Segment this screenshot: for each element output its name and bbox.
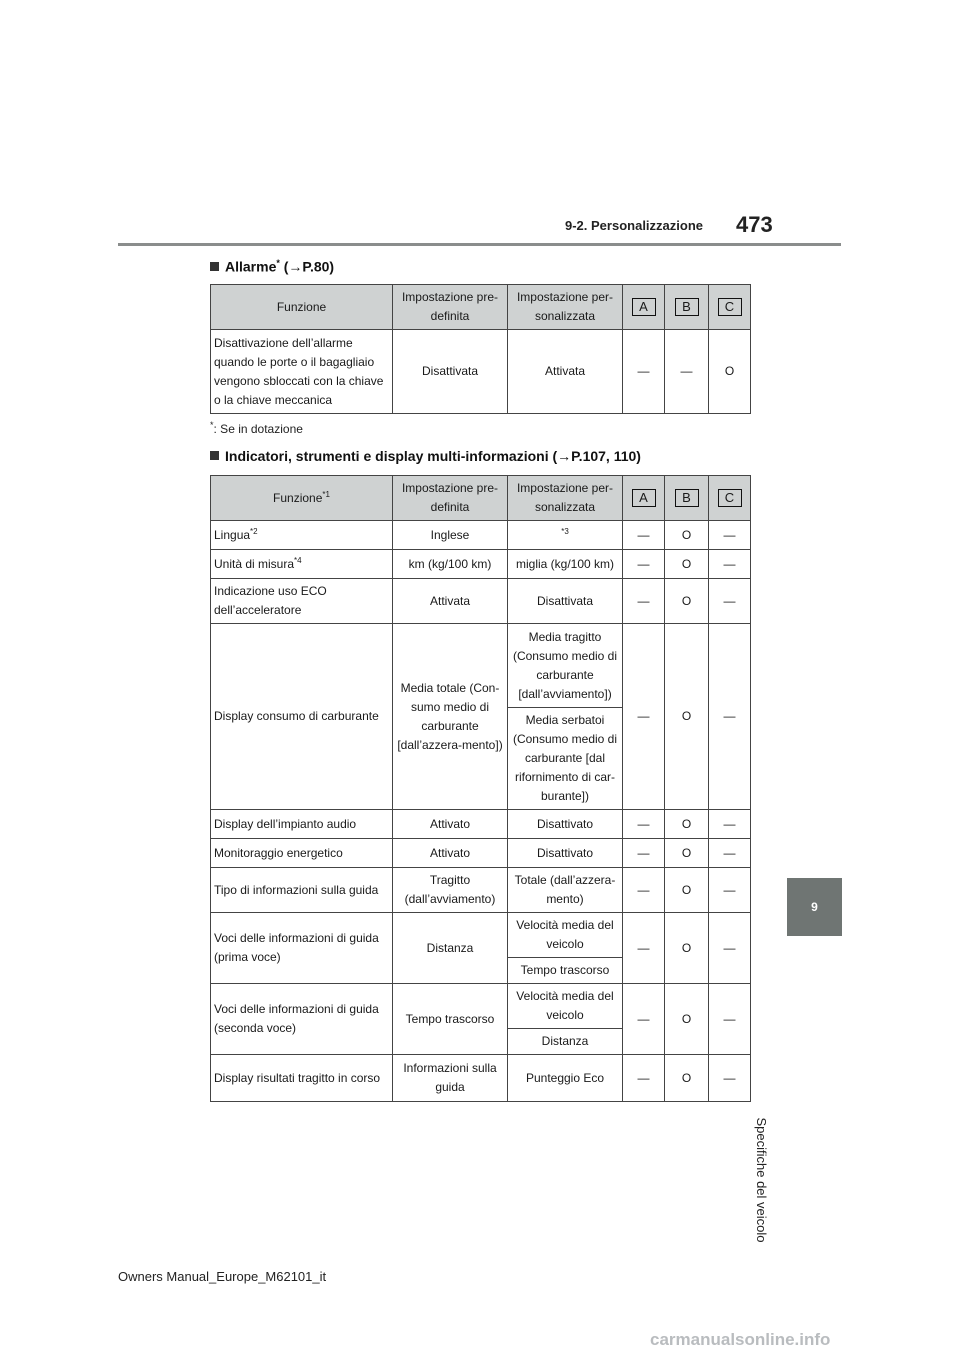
header-funzione <box>211 476 393 521</box>
col-label-c: C <box>718 298 742 316</box>
table-row-audio <box>211 810 751 839</box>
cell-personalizzata: Totale (dall’azzera-mento) <box>508 868 623 913</box>
cell-a: — <box>623 984 665 1055</box>
chapter-tab <box>787 878 842 936</box>
cell-b: O <box>665 550 709 579</box>
header-funzione-text: Funzione <box>273 490 323 505</box>
table-row-unita <box>211 550 751 579</box>
header-c <box>709 476 751 521</box>
cell-predefinita: Informazioni sulla guida <box>393 1055 508 1102</box>
footnote-text: : Se in dotazione <box>213 422 303 436</box>
cell-personalizzata-1: Media tragitto (Consumo medio di carburante [dall’avviamento]) <box>508 624 623 708</box>
cell-b: O <box>665 810 709 839</box>
cell-predefinita: Disattivata <box>393 330 508 414</box>
table-row-voce2 <box>211 984 751 1029</box>
header-a <box>623 476 665 521</box>
header-c <box>709 285 751 330</box>
cell-c: — <box>709 579 751 624</box>
cell-personalizzata-1: Velocità media del veicolo <box>508 984 623 1029</box>
header-personalizzata: Impostazione per-sonalizzata <box>508 476 623 521</box>
header-section-title: 9-2. Personalizzazione <box>565 218 703 233</box>
cell-b: O <box>665 868 709 913</box>
cell-predefinita: Tempo trascorso <box>393 984 508 1055</box>
cell-c: — <box>709 913 751 984</box>
cell-personalizzata <box>508 521 623 550</box>
cell-personalizzata: Attivata <box>508 330 623 414</box>
cell-b: O <box>665 913 709 984</box>
table-row-energia <box>211 839 751 868</box>
cell-funzione: Display risultati tragitto in corso <box>211 1055 393 1102</box>
cell-c: — <box>709 624 751 810</box>
cell-funzione-text: Lingua <box>214 527 251 542</box>
cell-funzione: Voci delle informazioni di guida (seconda voce) <box>211 984 393 1055</box>
chapter-number: 9 <box>811 900 818 914</box>
page-number: 473 <box>736 212 773 237</box>
cell-funzione: Tipo di informazioni sulla guida <box>211 868 393 913</box>
chapter-label: Specifiche del veicolo <box>754 1117 769 1243</box>
cell-predefinita: Tragitto (dall’avviamento) <box>393 868 508 913</box>
cell-predefinita: km (kg/100 km) <box>393 550 508 579</box>
cell-b: O <box>665 624 709 810</box>
cell-a: — <box>623 868 665 913</box>
indicators-table-header <box>211 476 751 521</box>
cell-c: — <box>709 868 751 913</box>
cell-personalizzata: Disattivata <box>508 579 623 624</box>
cell-predefinita: Inglese <box>393 521 508 550</box>
cell-c: — <box>709 1055 751 1102</box>
cell-c: — <box>709 984 751 1055</box>
cell-c: — <box>709 839 751 868</box>
cell-a: — <box>623 579 665 624</box>
cell-predefinita: Distanza <box>393 913 508 984</box>
cell-predefinita: Attivata <box>393 579 508 624</box>
cell-predefinita: Attivato <box>393 839 508 868</box>
header-personalizzata: Impostazione per-sonalizzata <box>508 285 623 330</box>
alarm-title-ref[interactable]: (→P.80) <box>279 258 335 275</box>
cell-b: O <box>665 579 709 624</box>
cell-predefinita: Attivato <box>393 810 508 839</box>
header-funzione-note: *1 <box>322 489 330 499</box>
cell-a: — <box>623 330 665 414</box>
cell-c: — <box>709 550 751 579</box>
section-bullet-icon <box>210 262 219 271</box>
cell-a: — <box>623 810 665 839</box>
cell-b: O <box>665 984 709 1055</box>
col-label-c: C <box>718 489 742 507</box>
footer-text: Owners Manual_Europe_M62101_it <box>118 1269 327 1284</box>
cell-personalizzata-2: Distanza <box>508 1029 623 1055</box>
alarm-title-text: Allarme <box>225 258 277 275</box>
cell-funzione <box>211 550 393 579</box>
cell-funzione: Indicazione uso ECO dell’acceleratore <box>211 579 393 624</box>
cell-c: — <box>709 810 751 839</box>
cell-a: — <box>623 624 665 810</box>
cell-predefinita: Media totale (Con-sumo medio di carburante [dall’azzera-mento]) <box>393 624 508 810</box>
cell-personalizzata-1: Velocità media del veicolo <box>508 913 623 958</box>
cell-personalizzata: Punteggio Eco <box>508 1055 623 1102</box>
cell-funzione: Monitoraggio energetico <box>211 839 393 868</box>
cell-funzione-note: *2 <box>250 526 258 536</box>
footnote-mark: * <box>210 420 214 430</box>
table-row-risultati <box>211 1055 751 1102</box>
cell-funzione: Display dell’impianto audio <box>211 810 393 839</box>
header-b <box>665 476 709 521</box>
cell-a: — <box>623 1055 665 1102</box>
header-b <box>665 285 709 330</box>
cell-b: O <box>665 521 709 550</box>
table-row <box>211 330 751 414</box>
col-label-a: A <box>632 489 656 507</box>
header-a <box>623 285 665 330</box>
col-label-b: B <box>675 489 699 507</box>
header-predefinita: Impostazione pre-definita <box>393 476 508 521</box>
cell-b: O <box>665 839 709 868</box>
cell-funzione <box>211 521 393 550</box>
cell-funzione: Display consumo di carburante <box>211 624 393 810</box>
table-row-tipo <box>211 868 751 913</box>
table-row-voce1 <box>211 913 751 958</box>
cell-a: — <box>623 839 665 868</box>
cell-a: — <box>623 550 665 579</box>
alarm-table-header <box>211 285 751 330</box>
cell-c: — <box>709 521 751 550</box>
cell-funzione: Voci delle informazioni di guida (prima voce) <box>211 913 393 984</box>
cell-personalizzata: miglia (kg/100 km) <box>508 550 623 579</box>
cell-funzione-text: Unità di misura <box>214 556 295 571</box>
alarm-section-title <box>210 258 334 275</box>
watermark: carmanualsonline.info <box>650 1330 831 1349</box>
col-label-b: B <box>675 298 699 316</box>
header-funzione: Funzione <box>211 285 393 330</box>
cell-personalizzata-2: Tempo trascorso <box>508 958 623 984</box>
table-row-lingua <box>211 521 751 550</box>
indicators-section-title <box>210 448 641 464</box>
col-label-a: A <box>632 298 656 316</box>
header-rule <box>118 243 841 246</box>
cell-c: O <box>709 330 751 414</box>
cell-funzione-note: *4 <box>294 555 302 565</box>
cell-b: — <box>665 330 709 414</box>
alarm-title-note: * <box>276 258 280 268</box>
alarm-footnote <box>210 420 303 436</box>
table-row-eco <box>211 579 751 624</box>
cell-a: — <box>623 521 665 550</box>
header-predefinita: Impostazione pre-definita <box>393 285 508 330</box>
section-bullet-icon <box>210 451 219 460</box>
cell-personalizzata-2: Media serbatoi (Consumo medio di carburante [dal rifornimento di car-burante]) <box>508 708 623 810</box>
cell-a: — <box>623 913 665 984</box>
table-row-consumo <box>211 624 751 708</box>
cell-personalizzata-note: *3 <box>561 526 569 536</box>
indicators-title-text: Indicatori, strumenti e display multi-informazioni (→P.107, 110) <box>225 448 641 464</box>
cell-b: O <box>665 1055 709 1102</box>
indicators-table <box>210 475 751 1102</box>
cell-personalizzata: Disattivato <box>508 810 623 839</box>
alarm-table <box>210 284 751 414</box>
cell-funzione: Disattivazione dell’allarme quando le porte o il bagagliaio vengono sbloccati con la chiave o la chiave meccanica <box>211 330 393 414</box>
cell-personalizzata: Disattivato <box>508 839 623 868</box>
